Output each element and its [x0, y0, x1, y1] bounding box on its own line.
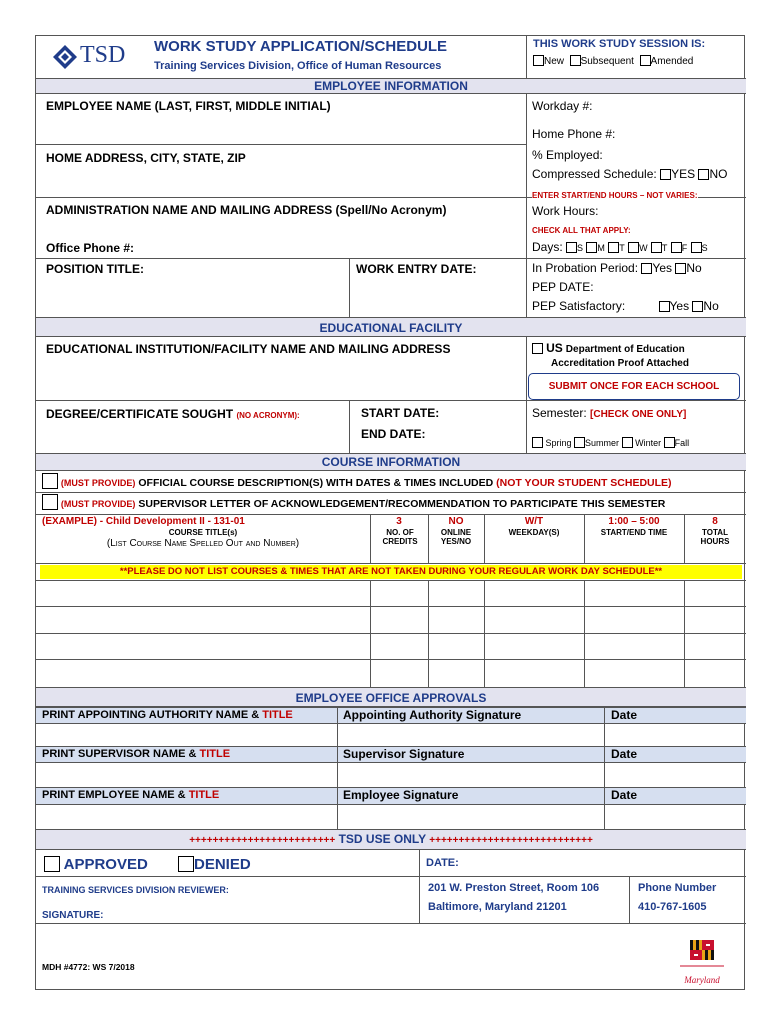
- day-sat-checkbox[interactable]: [691, 242, 702, 253]
- day-tue-checkbox[interactable]: [608, 242, 619, 253]
- maryland-flag-icon: [676, 936, 728, 970]
- pct-employed-label: % Employed:: [532, 148, 603, 162]
- degree-row: DEGREE/CERTIFICATE SOUGHT (NO ACRONYM):: [46, 407, 300, 421]
- admin-address-label: ADMINISTRATION NAME AND MAILING ADDRESS (Spell/No Acronym): [46, 203, 447, 217]
- pep-date-label: PEP DATE:: [532, 280, 594, 294]
- session-new-checkbox[interactable]: [533, 55, 544, 66]
- example-hours: 8: [712, 516, 718, 527]
- compressed-schedule: Compressed Schedule: YES NO: [532, 167, 728, 181]
- day-fri-checkbox[interactable]: [671, 242, 682, 253]
- course-req-1: (MUST PROVIDE) OFFICIAL COURSE DESCRIPTION(S) WITH DATES & TIMES INCLUDED (NOT YOUR STUDENT SCHEDULE): [42, 473, 672, 489]
- days-row: Days: S M T W T F S: [532, 240, 708, 254]
- position-title-label: POSITION TITLE:: [46, 262, 144, 276]
- denied-option: DENIED: [178, 856, 251, 873]
- example-online: NO: [448, 516, 464, 527]
- fall-checkbox[interactable]: [664, 437, 675, 448]
- denied-checkbox[interactable]: [178, 856, 194, 872]
- col-header-title: COURSE TITLE(s): [168, 528, 238, 537]
- day-wed-checkbox[interactable]: [628, 242, 639, 253]
- col-header-online: ONLINE YES/NO: [440, 528, 472, 546]
- course-row-3[interactable]: [36, 634, 746, 660]
- maryland-logo: [676, 936, 728, 984]
- session-amended-checkbox[interactable]: [640, 55, 651, 66]
- employee-name-label: EMPLOYEE NAME (LAST, FIRST, MIDDLE INITIAL): [46, 99, 331, 113]
- us-dept-row: US Department of Education: [532, 341, 685, 355]
- form-container: [35, 35, 745, 990]
- form-subtitle: Training Services Division, Office of Human Resources: [154, 60, 442, 72]
- approvals-section-bar: [36, 687, 746, 707]
- semester-row: Semester: [CHECK ONE ONLY]: [532, 406, 687, 420]
- tsd-logo: [52, 42, 132, 70]
- start-date-label: START DATE:: [361, 406, 440, 420]
- course-desc-checkbox[interactable]: [42, 473, 58, 489]
- form-id: MDH #4772: WS 7/2018: [42, 962, 135, 972]
- education-section-bar: [36, 317, 746, 337]
- course-row-1[interactable]: [36, 580, 746, 607]
- tsd-section-bar: [36, 829, 746, 850]
- appointing-fields[interactable]: [36, 724, 746, 746]
- employee-section-bar: [36, 78, 746, 94]
- office-phone-label: Office Phone #:: [46, 241, 135, 255]
- semester-options: Spring Summer Winter Fall: [532, 437, 689, 448]
- maryland-logo-text: Maryland: [684, 975, 720, 985]
- appointing-date-label: Date: [611, 708, 638, 722]
- tsd-section-title-row: +++++++++++++++++++++++++ TSD USE ONLY ++++++++++++++++++++++++++++: [189, 832, 593, 846]
- submit-once-note: SUBMIT ONCE FOR EACH SCHOOL: [528, 373, 740, 400]
- col-header-credits: NO. OF CREDITS: [382, 528, 418, 546]
- tsd-date-label: DATE:: [426, 857, 459, 869]
- approved-checkbox[interactable]: [44, 856, 60, 872]
- pep-no-checkbox[interactable]: [692, 301, 703, 312]
- probation-row: In Probation Period: Yes No: [532, 261, 702, 275]
- example-credits: 3: [396, 516, 402, 527]
- employee-fields[interactable]: [36, 805, 746, 829]
- col-header-title-sub: (List Course Name Spelled Out and Number): [106, 538, 300, 549]
- supervisor-fields[interactable]: [36, 763, 746, 787]
- print-appointing-label: PRINT APPOINTING AUTHORITY NAME & TITLE: [42, 709, 293, 721]
- day-sun-checkbox[interactable]: [566, 242, 577, 253]
- print-employee-label: PRINT EMPLOYEE NAME & TITLE: [42, 789, 220, 801]
- check-all-note: CHECK ALL THAT APPLY:: [532, 226, 631, 235]
- course-row-4[interactable]: [36, 660, 746, 687]
- col-header-weekdays: WEEKDAY(S): [508, 528, 560, 537]
- tsd-diamond-icon: [52, 44, 78, 70]
- employee-signature-label: Employee Signature: [343, 788, 459, 802]
- education-section-title: EDUCATIONAL FACILITY: [319, 321, 463, 335]
- employee-section-title: EMPLOYEE INFORMATION: [314, 79, 468, 93]
- form-title: WORK STUDY APPLICATION/SCHEDULE: [154, 38, 448, 55]
- course-req-2: (MUST PROVIDE) SUPERVISOR LETTER OF ACKNOWLEDGEMENT/RECOMMENDATION TO PARTICIPATE THIS SEMESTER: [42, 494, 665, 510]
- pep-yes-checkbox[interactable]: [659, 301, 670, 312]
- day-thu-checkbox[interactable]: [651, 242, 662, 253]
- col-header-hours: TOTAL HOURS: [700, 528, 730, 546]
- accreditation-label: Accreditation Proof Attached: [551, 358, 689, 369]
- supervisor-letter-checkbox[interactable]: [42, 494, 58, 510]
- spring-checkbox[interactable]: [532, 437, 543, 448]
- employee-name-field[interactable]: [38, 114, 524, 144]
- winter-checkbox[interactable]: [622, 437, 633, 448]
- example-title: (EXAMPLE) - Child Development II - 131-01: [42, 516, 245, 527]
- example-time: 1:00 – 5:00: [608, 516, 660, 527]
- institution-label: EDUCATIONAL INSTITUTION/FACILITY NAME AND MAILING ADDRESS: [46, 342, 451, 356]
- signature-label: SIGNATURE:: [42, 910, 104, 921]
- end-date-label: END DATE:: [361, 427, 426, 441]
- phone-number: 410-767-1605: [638, 901, 707, 913]
- col-header-time: START/END TIME: [600, 528, 668, 537]
- us-dept-checkbox[interactable]: [532, 343, 543, 354]
- probation-yes-checkbox[interactable]: [641, 263, 652, 274]
- enter-hours-note: ENTER START/END HOURS – NOT VARIES:: [532, 191, 698, 200]
- work-entry-date-label: WORK ENTRY DATE:: [356, 262, 477, 276]
- supervisor-signature-label: Supervisor Signature: [343, 747, 465, 761]
- session-label: THIS WORK STUDY SESSION IS:: [533, 38, 706, 50]
- workday-label: Workday #:: [532, 99, 593, 113]
- summer-checkbox[interactable]: [574, 437, 585, 448]
- approved-option: APPROVED: [44, 856, 148, 873]
- tsd-address-1: 201 W. Preston Street, Room 106: [428, 882, 600, 894]
- schedule-warning: **PLEASE DO NOT LIST COURSES & TIMES THAT ARE NOT TAKEN DURING YOUR REGULAR WORK DAY SCHEDULE**: [40, 565, 742, 579]
- logo-text: TSD: [80, 42, 126, 68]
- probation-no-checkbox[interactable]: [675, 263, 686, 274]
- compressed-no-checkbox[interactable]: [698, 169, 709, 180]
- course-section-title: COURSE INFORMATION: [321, 455, 461, 469]
- course-row-2[interactable]: [36, 607, 746, 634]
- day-mon-checkbox[interactable]: [586, 242, 597, 253]
- example-weekdays: W/T: [524, 516, 544, 527]
- tsd-address-2: Baltimore, Maryland 21201: [428, 901, 567, 913]
- session-options: New Subsequent Amended: [533, 55, 693, 67]
- course-section-bar: [36, 453, 746, 471]
- phone-label: Phone Number: [638, 882, 717, 894]
- work-hours-label: Work Hours:: [532, 204, 599, 218]
- session-subsequent-checkbox[interactable]: [570, 55, 581, 66]
- pep-satisfactory-row: PEP Satisfactory: Yes No: [532, 299, 719, 313]
- approvals-section-title: EMPLOYEE OFFICE APPROVALS: [295, 691, 487, 705]
- appointing-signature-label: Appointing Authority Signature: [343, 708, 522, 722]
- print-supervisor-label: PRINT SUPERVISOR NAME & TITLE: [42, 748, 231, 760]
- compressed-yes-checkbox[interactable]: [660, 169, 671, 180]
- home-address-label: HOME ADDRESS, CITY, STATE, ZIP: [46, 151, 246, 165]
- home-phone-label: Home Phone #:: [532, 127, 616, 141]
- employee-date-label: Date: [611, 788, 638, 802]
- reviewer-label: TRAINING SERVICES DIVISION REVIEWER:: [42, 885, 229, 895]
- supervisor-date-label: Date: [611, 747, 638, 761]
